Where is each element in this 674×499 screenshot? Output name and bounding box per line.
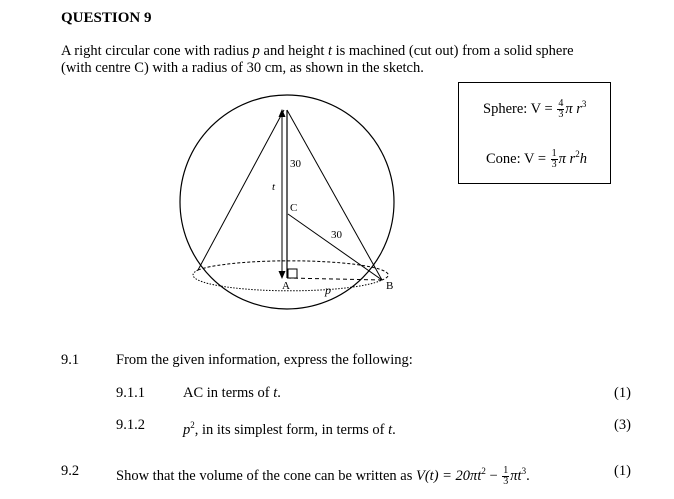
sphere-frac-den: 3 — [558, 109, 564, 120]
cone-frac-num: 1 — [551, 148, 557, 159]
q92-fraction — [502, 466, 509, 487]
cone-frac-den: 3 — [551, 159, 557, 170]
cone-label: Cone: — [486, 150, 521, 167]
label-p: p — [325, 283, 331, 297]
intro-text-2b: , as shown in the sketch. — [282, 60, 424, 76]
q911-var: t — [273, 385, 278, 401]
cone-exp: 2 — [575, 149, 580, 159]
intro-var-p: p — [252, 43, 260, 59]
q92-text — [116, 462, 530, 487]
q912-text — [183, 416, 396, 439]
sphere-frac-num: 4 — [558, 98, 564, 109]
radius-ab — [287, 278, 382, 280]
q911-text — [183, 384, 281, 402]
intro-var-t: t — [327, 43, 333, 59]
q912-dot: . — [392, 421, 396, 438]
q911-dot: . — [277, 385, 281, 401]
q91-number: 9.1 — [61, 352, 80, 368]
intro-text-1b: and height — [263, 43, 325, 59]
cone-tail-1: π r — [558, 150, 576, 167]
q92-dot: . — [526, 467, 530, 484]
sphere-tail: π r — [565, 100, 582, 117]
cone-tail-2: h — [579, 150, 587, 167]
sphere-label: Sphere: — [483, 100, 528, 117]
q92-exp-2: 3 — [521, 466, 527, 476]
sphere-exp: 3 — [581, 99, 587, 109]
cone-right-edge — [287, 110, 382, 280]
q912-var: p — [183, 421, 191, 438]
q912-marks: (3) — [614, 417, 631, 433]
base-ellipse-back — [198, 261, 388, 280]
q92-minus: − — [489, 467, 498, 484]
sphere-v: V = — [530, 100, 553, 117]
height-arrow-bottom — [279, 271, 286, 279]
right-angle-marker — [288, 269, 297, 278]
label-30-top: 30 — [290, 158, 301, 170]
cone-v: V = — [524, 150, 547, 167]
q92-frac-num: 1 — [503, 465, 509, 476]
intro-text-2a: (with centre C) with a radius of — [61, 60, 244, 76]
q912-exp: 2 — [190, 420, 195, 430]
height-arrow-top — [279, 109, 286, 117]
q911-text-a: AC in terms of — [183, 385, 270, 401]
label-b: B — [386, 280, 394, 292]
q92-frac-den: 3 — [503, 476, 509, 487]
q92-formula-b: πt — [510, 467, 522, 484]
question-title: QUESTION 9 — [61, 10, 152, 26]
intro-radius: 30 cm — [246, 60, 283, 76]
intro-text-1a: A right circular cone with radius — [61, 43, 250, 59]
q92-exp-1: 2 — [481, 466, 486, 476]
label-t: t — [272, 181, 276, 193]
intro-text-1c: is machined (cut out) from a solid sphere — [335, 43, 574, 59]
label-c: C — [290, 202, 298, 214]
radius-cb — [288, 214, 382, 280]
q912-var2: t — [388, 421, 393, 438]
label-a: A — [282, 280, 290, 292]
q911-marks: (1) — [614, 385, 631, 401]
q92-marks: (1) — [614, 463, 631, 479]
q911-number: 9.1.1 — [116, 385, 145, 401]
q92-number: 9.2 — [61, 463, 80, 479]
q912-number: 9.1.2 — [116, 417, 145, 433]
q92-formula-a: V(t) = 20πt — [415, 467, 482, 484]
q912-text-a: , in its simplest form, in terms of — [194, 421, 385, 438]
label-30-side: 30 — [331, 229, 342, 241]
q92-text-a: Show that the volume of the cone can be written as — [116, 467, 413, 484]
q91-text: From the given information, express the following: — [116, 352, 413, 368]
